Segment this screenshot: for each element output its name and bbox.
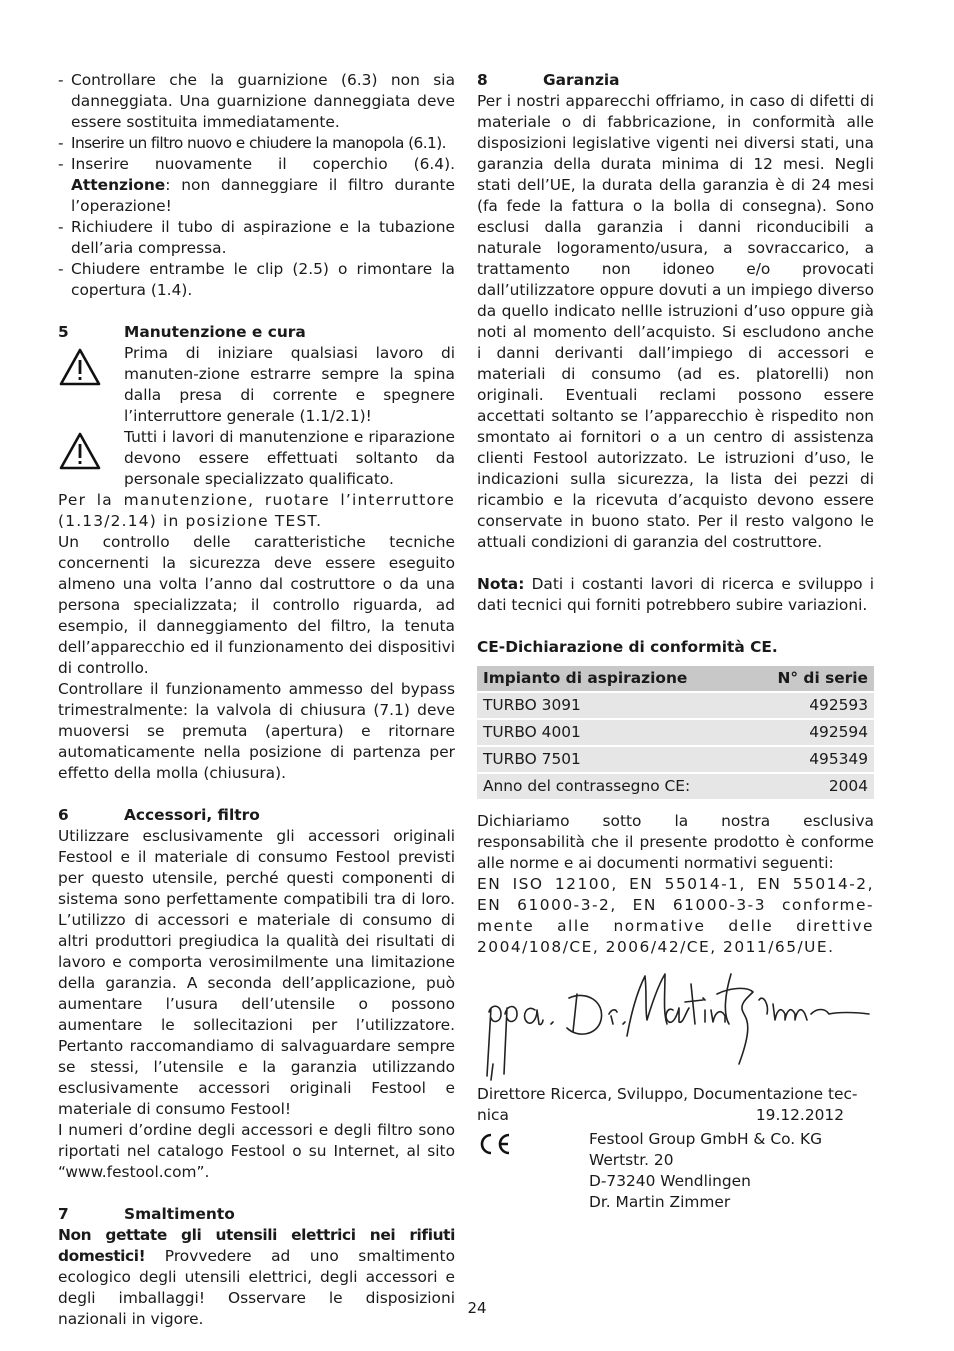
bullet-item: - Controllare che la guarnizione (6.3) non sia danneggiata. Una guarnizione danneggiata deve essere sostituita immediatamente. [58,71,455,131]
table-row [477,692,874,719]
bullet-text: : non danneggiare il filtro durante l’operazione! [71,176,455,215]
paragraph: Utilizzare esclusivamente gli accessori originali Festool e il materiale di consumo Festool previsti per questo utensile, perché questi componenti di sistema sono perfettamente compatibili tra di loro. L’utilizzo di accessori e materiale di consumo di altri produttori pregiudica la qualità dei risultati di lavoro e comporta verosimilmente una limitazione della garanzia. A seconda dell’applicazione, può aumentare l’usura dell’utensile o possono aumentare le sollecitazioni per l’utilizzatore. Pertanto raccomandiamo di salvaguardare sempre se stessi, l’utensile e la garanzia utilizzando esclusivamente accessori originali Festool e materiale di consumo Festool! [58,827,455,1118]
signature [477,964,874,1084]
ce-heading: CE-Dichiarazione di conformità CE. [477,638,778,656]
paragraph: Un controllo delle caratteristiche tecniche concernenti la sicurezza deve essere eseguito almeno una volta l’anno dal costruttore o da una persona specializzata; il controllo riguarda, ad esempio, il danneggiamento del filtro, la tenuta dell’apparecchio ed il funzionamento dei dispositivi di controllo. [58,533,455,677]
table-cell: TURBO 7501 [477,746,748,773]
table-header [477,666,874,692]
paragraph: Per la manutenzione, ruotare l’interruttore (1.13/2.14) in posizione TEST. [58,491,455,530]
bullet-text: Chiudere entrambe le clip (2.5) o rimontare la copertura (1.4). [71,260,455,299]
paragraph: EN ISO 12100, EN 55014-1, EN 55014-2, EN 61000-3-2, EN 61000-3-3 conforme-mente alle normative delle direttive 2004/108/CE, 2006/42/CE, 2011/65/UE. [477,875,874,956]
left-column [58,70,455,1330]
section-number: 8 [477,71,488,89]
table-cell: Anno del contrassegno CE: [477,773,748,800]
table-row [477,746,874,773]
page-number: 24 [467,1299,487,1317]
paragraph: Controllare il funzionamento ammesso del bypass trimestralmente: la valvola di chiusura (7.1) deve muoversi se premuta (apertura) e ritornare automaticamente nella posizione di partenza per effetto della molla (chiusura). [58,680,455,782]
section-number: 7 [58,1205,69,1223]
company-block [477,1129,874,1213]
table-row [477,773,874,800]
table-row [477,719,874,746]
section-title: Garanzia [543,71,620,89]
paragraph: Non gettate gli utensili elettrici nei rifiuti domestici! Provvedere ad uno smaltimento ecologico degli utensili elettrici, degli accessori e degli imballaggi! Osservare le disposizioni nazionali in vigore. [58,1226,455,1328]
bullet-item: - Richiudere il tubo di aspirazione e la tubazione dell’aria compressa. [58,218,455,257]
warning-block [58,427,455,490]
warning-block [58,343,455,427]
section-heading [477,70,874,91]
warning-text: Prima di iniziare qualsiasi lavoro di manuten-zione estrarre sempre la spina dalla presa di corrente e spegnere l’interruttore generale (1.1/2.1)! [124,344,455,425]
table-header-cell: Impianto di aspirazione [477,666,748,692]
section-number: 5 [58,323,69,341]
table-cell: 492593 [748,692,875,719]
bullet-text: Inserire un filtro nuovo e chiudere la manopola (6.1). [71,134,446,152]
bullet-text: Inserire nuovamente il coperchio (6.4). [71,155,455,173]
signature-date: 19.12.2012 [755,1106,844,1124]
warning-text: Tutti i lavori di manutenzione e riparazione devono essere effettuati soltanto da personale specializzato qualificato. [124,428,455,488]
director-title: Direttore Ricerca, Sviluppo, Documentazione tec- nica 19.12.2012 [477,1084,874,1126]
section-heading [58,1204,455,1225]
table-cell: 495349 [748,746,875,773]
bullet-text: Controllare che la guarnizione (6.3) non sia danneggiata. Una guarnizione danneggiata deve essere sostituita immediatamente. [71,71,455,131]
table-header-cell: N° di serie [748,666,875,692]
bullet-item: - Inserire nuovamente il coperchio (6.4). Attenzione: non danneggiare il filtro durante l’operazione! [58,155,455,215]
attention-label: Attenzione [71,176,166,194]
bullet-item: - Inserire un filtro nuovo e chiudere la manopola (6.1). [58,133,455,154]
section-heading [58,322,455,343]
table-cell: 492594 [748,719,875,746]
right-column [477,70,874,1213]
warning-triangle-icon [58,427,124,490]
table-cell: 2004 [748,773,875,800]
disposal-warning: Non gettate gli utensili elettrici nei rifiuti domestici! [58,1226,455,1265]
warning-triangle-icon [58,343,124,427]
company-address: Festool Group GmbH & Co. KG Wertstr. 20 D-73240 Wendlingen Dr. Martin Zimmer [589,1130,823,1211]
table-cell: TURBO 4001 [477,719,748,746]
section-title: Smaltimento [124,1205,235,1223]
section-title: Accessori, filtro [124,806,260,824]
paragraph: Dichiariamo sotto la nostra esclusiva responsabilità che il presente prodotto è conforme alle norme e ai documenti normativi seguenti: [477,812,874,872]
paragraph: I numeri d’ordine degli accessori e degli filtro sono riportati nel catalogo Festool o su Internet, al sito “www.festool.com”. [58,1121,455,1181]
section-title: Manutenzione e cura [124,323,306,341]
paragraph: Per i nostri apparecchi offriamo, in caso di difetti di materiale o di fabbricazione, in conformità alle disposizioni legislative vigenti nei diversi stati, una garanzia della durata minima di 12 mesi. Negli stati dell’UE, la durata della garanzia è di 24 mesi (fa fede la fattura o la bolla di consegna). Sono esclusi dalla garanzia i danni riconducibili a naturale logoramento/usura, a sovraccarico, a trattamento non idoneo e/o provocati dall’utilizzatore oppure dovuti a un impiego diverso da quello indicato nellle istruzioni d’uso oppure già noti al momento dell’acquisto. Si escludono anche i danni derivanti dall’impiego di accessori e materiali di consumo (ad es. platorelli) non originali. Eventuali reclami possono essere accettati soltanto se l’apparecchio è rispedito non smontato ai fornitori o a un centro di assistenza clienti Festool autorizzato. Le istruzioni d’uso, le indicazioni sulla sicurezza, la lista dei pezzi di ricambio e la ricevuta d’acquisto devono essere conservate in buono stato. Per il resto valgono le attuali condizioni di garanzia del costruttore. [477,92,874,551]
section-heading [58,805,455,826]
bullet-item: - Chiudere entrambe le clip (2.5) o rimontare la copertura (1.4). [58,260,455,299]
table-cell: TURBO 3091 [477,692,748,719]
note-label: Nota: [477,575,525,593]
note-paragraph: Nota: Dati i costanti lavori di ricerca e sviluppo i dati tecnici qui forniti potrebbero subire variazioni. [477,575,874,614]
bullet-text: Richiudere il tubo di aspirazione e la tubazione dell’aria compressa. [71,218,455,257]
ce-table [477,666,874,801]
section-number: 6 [58,806,69,824]
ce-mark-icon [477,1129,589,1213]
